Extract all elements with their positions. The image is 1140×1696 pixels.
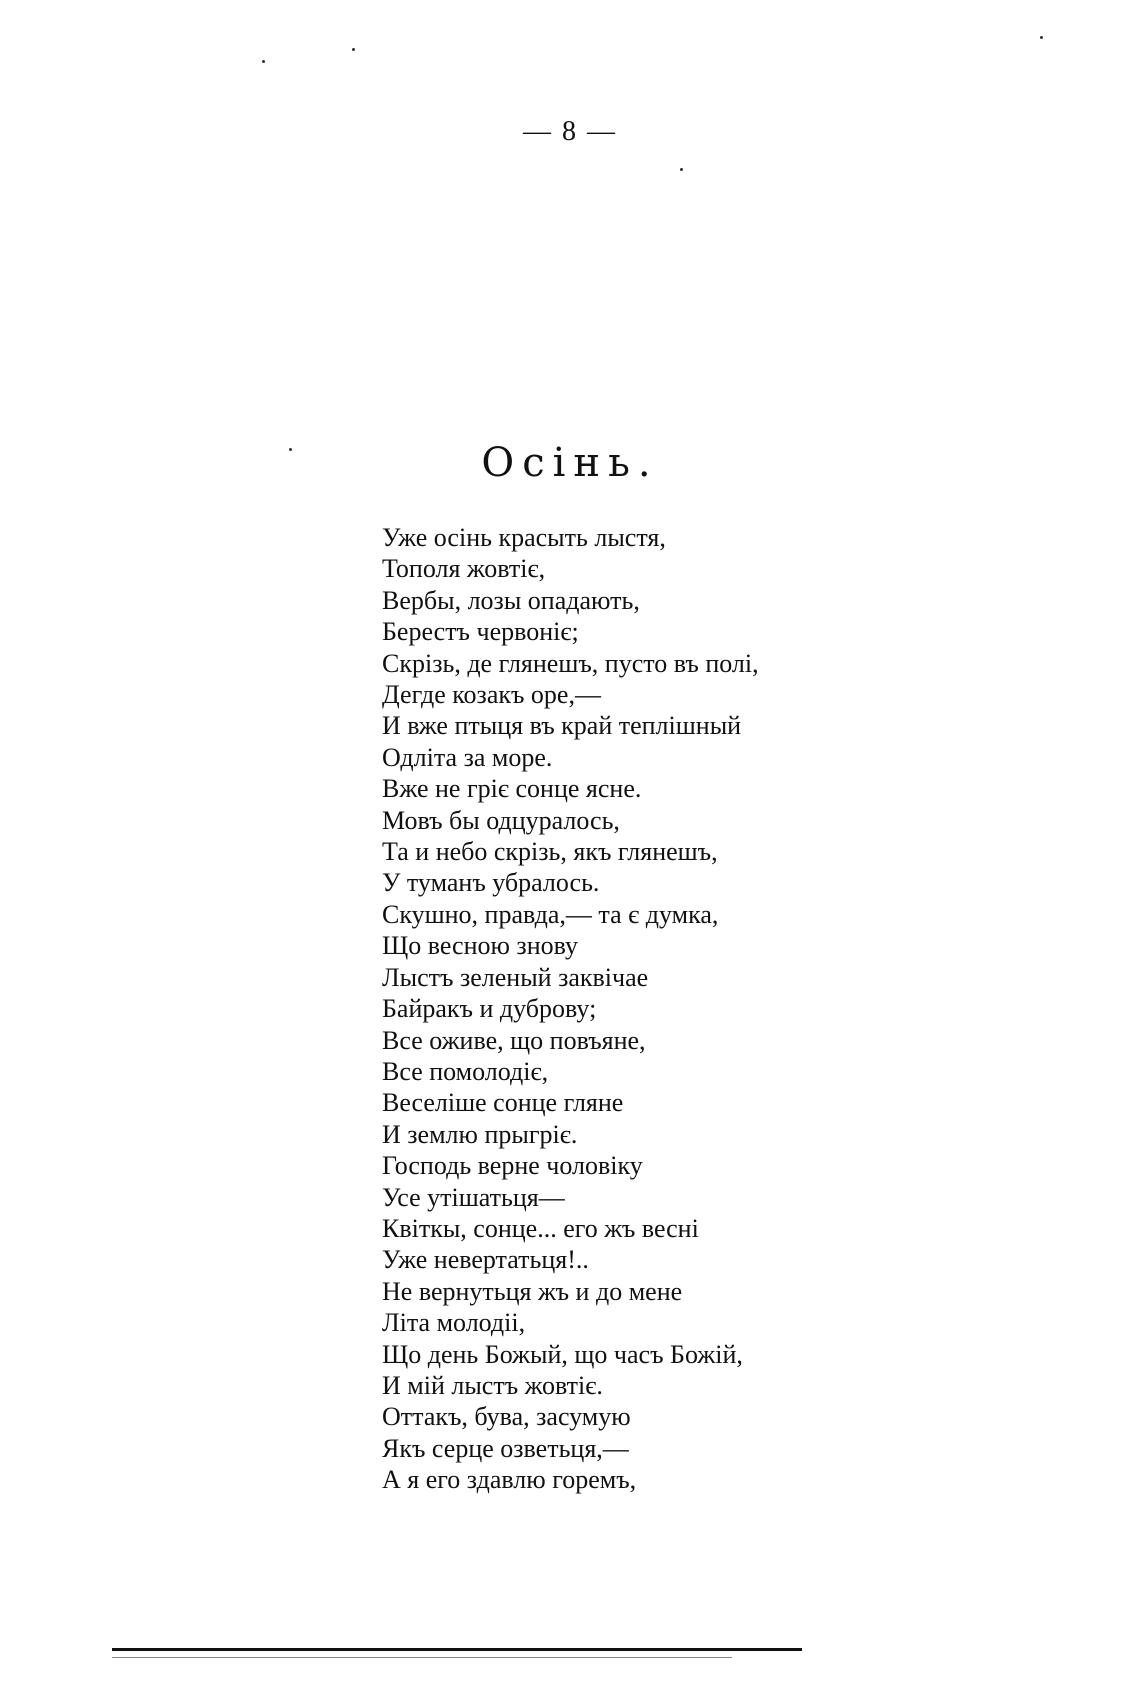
poem-line: Вже не гріє сонце ясне.	[382, 774, 642, 804]
poem-line: Оттакъ, бува, засумую	[382, 1402, 631, 1432]
poem-line: Байракъ и дуброву;	[382, 994, 597, 1024]
poem-line: Уже осінь красыть лыстя,	[382, 523, 666, 552]
poem-line: Все оживе, що повъяне,	[382, 1025, 646, 1055]
poem-line: Скрізь, де глянешъ, пусто въ полі,	[382, 648, 759, 678]
poem-line: Та и небо скрізь, якъ глянешъ,	[382, 837, 718, 867]
poem-line: Дегде козакъ оре,—	[382, 680, 601, 710]
scan-speck	[680, 168, 683, 171]
poem-line: Літа молодіі,	[382, 1308, 526, 1338]
poem-line: Квіткы, сонце... его жъ весні	[382, 1213, 699, 1243]
poem-line: Одліта за море.	[382, 742, 553, 772]
poem-line: Усе утішатьця—	[382, 1182, 565, 1212]
footer-rule	[112, 1648, 802, 1651]
footer-rule-shadow	[112, 1657, 732, 1658]
scan-speck	[289, 448, 292, 451]
poem-body	[382, 522, 902, 1496]
poem-line: Уже невертатьця!..	[382, 1245, 589, 1275]
poem-line: Якъ серце озветьця,—	[382, 1433, 629, 1463]
poem-line: Берестъ червоніє;	[382, 617, 579, 647]
poem-title: Осінь.	[481, 440, 659, 486]
poem-line: А я его здавлю горемъ,	[382, 1465, 637, 1495]
poem-line: Веселіше сонце гляне	[382, 1088, 624, 1118]
scan-speck	[1040, 36, 1043, 39]
poem-line: Не вернутьця жъ и до мене	[382, 1276, 683, 1306]
poem-line: Лыстъ зеленый заквічае	[382, 962, 649, 992]
poem-line: Вербы, лозы опадають,	[382, 585, 640, 615]
poem-line: Скушно, правда,— та є думка,	[382, 899, 719, 929]
poem-line: И землю прыгріє.	[382, 1119, 578, 1149]
poem-line: Все помолодіє,	[382, 1056, 549, 1086]
poem-line: Господь верне чоловіку	[382, 1151, 643, 1181]
poem-line: Тополя жовтіє,	[382, 554, 546, 584]
poem-line: Що день Божый, що часъ Божій,	[382, 1339, 743, 1369]
scan-speck	[352, 48, 355, 51]
poem-line: И вже птыця въ край теплішный	[382, 711, 742, 741]
poem-line: Мовъ бы одцуралось,	[382, 805, 620, 835]
page-number: — 8 —	[523, 116, 617, 147]
poem-line: И мій лыстъ жовтіє.	[382, 1370, 603, 1400]
scan-speck	[262, 60, 265, 63]
poem-line: У туманъ убралось.	[382, 868, 600, 898]
poem-line: Що весною знову	[382, 931, 578, 961]
